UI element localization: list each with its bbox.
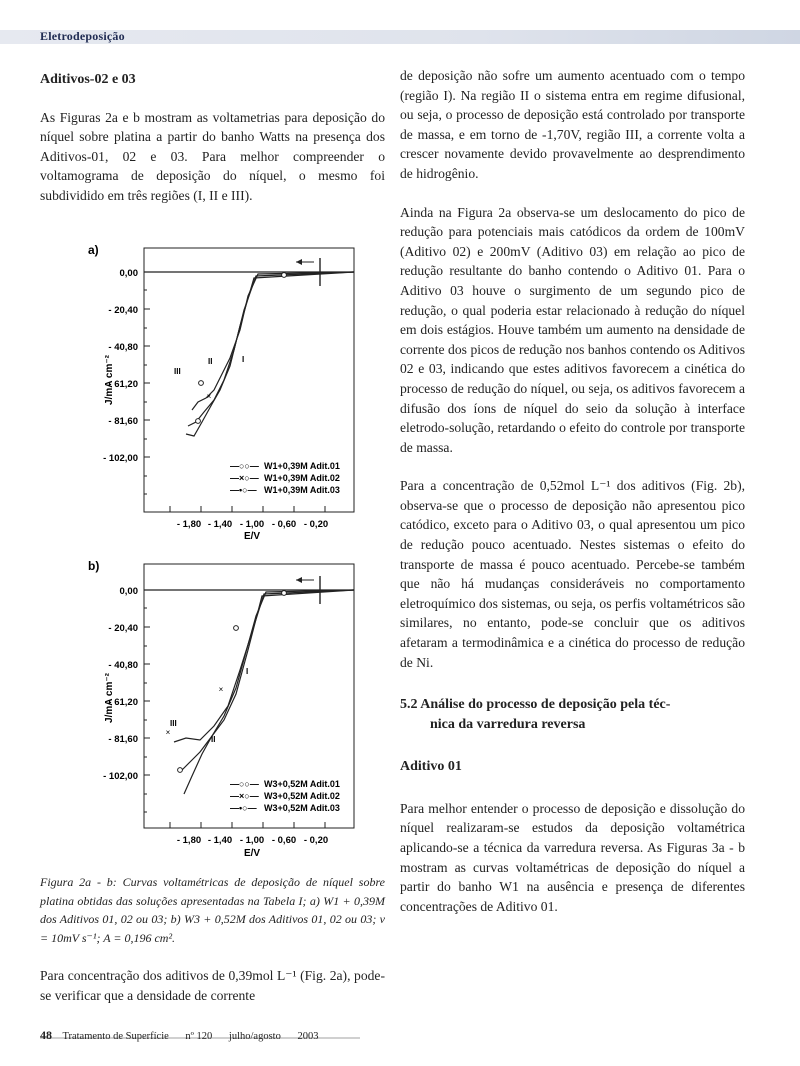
scan-arrow-head-a — [296, 259, 302, 265]
figure-2b-svg — [88, 556, 358, 866]
marker-circle — [234, 626, 239, 631]
ytick-label: - 81,60 — [108, 416, 138, 427]
figure-2a-svg — [88, 240, 358, 540]
ytick-label: - 20,40 — [108, 305, 138, 316]
xtick-label: - 1,80 — [176, 835, 202, 846]
region-label-II: II — [208, 357, 213, 366]
xtick-marks-b — [170, 822, 325, 828]
heading-aditivos: Aditivos-02 e 03 — [40, 72, 136, 87]
legend-a — [230, 461, 340, 495]
legend-glyph: —×○— — [230, 791, 259, 801]
legend-glyph: —×○— — [230, 473, 259, 483]
left-column — [40, 70, 385, 206]
figure-2b — [88, 556, 358, 871]
legend-item-adit01: W3+0,52M Adit.01 — [264, 779, 340, 789]
x-axis-label-a: E/V — [243, 531, 261, 540]
panel-label-b: b) — [88, 559, 100, 573]
ytick-label: - 40,80 — [108, 660, 138, 671]
issue-year: 2003 — [297, 1031, 319, 1042]
legend-item-adit02: W1+0,39M Adit.02 — [264, 473, 340, 483]
ytick-label: - 81,60 — [108, 734, 138, 745]
legend-item-adit02: W3+0,52M Adit.02 — [264, 791, 340, 801]
ytick-label: - 61,20 — [108, 697, 138, 708]
curve-b-adit03 — [184, 590, 354, 794]
xtick-marks-a — [170, 506, 325, 512]
curve-b-adit02 — [174, 590, 354, 742]
section-title-line2: nica da varredura reversa — [430, 717, 586, 733]
section-number: 5.2 — [400, 697, 418, 713]
xtick-label: - 1,40 — [207, 835, 233, 846]
xtick-label: - 1,80 — [176, 519, 202, 530]
legend-b — [230, 779, 340, 813]
ytick-label: - 20,40 — [108, 623, 138, 634]
xtick-label: - 0,20 — [303, 835, 329, 846]
legend-item-adit03: W1+0,39M Adit.03 — [264, 485, 340, 495]
right-paragraph-2: Ainda na Figura 2a observa-se um deslocamento do pico de redução para potenciais mais catódicos da ordem de 100mV (Aditivo 02) e 200mV (Aditivo 03) em relação ao pico de redução resultante do banho contendo o Aditivo 01. Para o Aditivo 03 houve o surgimento de um segundo pico de redução, o qual poderia estar relacionado à redução do níquel em dois estágios. Houve também um aumento na densidade de corrente dos picos de redução nos banhos contendo os Aditivos 02 e 03, indicando que estes aditivos favorecem a cinética do processo de redução do níquel, ou seja, os aditivos favorecem a difusão dos íons de níquel do seio da solução à interface eletrodo-solução, retardando o efeito do controle por transporte de massa. — [400, 204, 746, 455]
left-paragraph-1: As Figuras 2a e b mostram as voltametrias para deposição do níquel sobre platina a partir do banho Watts na presença dos Aditivos-01, 02 e 03. Para melhor compreender o voltamograma de deposição do níquel, o mesmo foi subdividido em três regiões (I, II e III). — [40, 109, 385, 203]
left-column-bottom — [40, 966, 385, 1005]
legend-glyph: —•○— — [230, 803, 257, 813]
legend-item-adit03: W3+0,52M Adit.03 — [264, 803, 340, 813]
issue-months: julho/agosto — [228, 1031, 281, 1042]
x-axis-label-b: E/V — [243, 848, 261, 859]
marker-circle — [282, 591, 287, 596]
right-paragraph-1: de deposição não sofre um aumento acentuado com o tempo (região I). Na região II o sistema entra em regime difusional, ou seja, o processo de deposição está controlado por transporte de massa, e em torno de -1,70V, região III, a corrente volta a crescer novamente devido provavelmente ao desprendimento de hidrogênio. — [400, 68, 745, 181]
scan-arrow-head-b — [296, 577, 302, 583]
curve-a-adit01 — [192, 272, 354, 410]
xtick-label: - 0,60 — [271, 519, 297, 530]
xtick-label: - 0,20 — [303, 519, 329, 530]
region-label-III: III — [170, 719, 177, 728]
xtick-label: - 1,00 — [239, 835, 265, 846]
left-paragraph-2: Para concentração dos aditivos de 0,39mol L⁻¹ (Fig. 2a), pode-se verificar que a densidade de corrente — [40, 968, 385, 1003]
legend-glyph: —○○— — [230, 779, 259, 789]
ytick-label: 0,00 — [119, 268, 138, 279]
marker-x: × — [218, 685, 224, 694]
curve-a-adit03 — [186, 272, 354, 436]
marker-x: × — [206, 392, 212, 401]
section-heading-5-2 — [400, 695, 745, 735]
figure-caption: Figura 2a - b: Curvas voltamétricas de deposição de níquel sobre platina obtidas das soluções apresentadas na Tabela I; a) W1 + 0,39M dos Aditivos 01, 02 ou 03; b) W3 + 0,52M dos Aditivos 01, 02 ou 03; v = 10mV s⁻¹; A = 0,196 cm². — [40, 875, 385, 945]
ytick-label: - 40,80 — [108, 342, 138, 353]
right-column — [400, 66, 745, 916]
region-label-I: I — [242, 355, 245, 364]
region-label-III: III — [174, 367, 181, 376]
marker-circle — [199, 381, 204, 386]
ytick-label: - 102,00 — [103, 771, 138, 782]
ytick-label: - 61,20 — [108, 379, 138, 390]
legend-glyph: —○○— — [230, 461, 259, 471]
section-title-line1: Análise do processo de deposição pela téc- — [420, 697, 671, 713]
issue-number: nº 120 — [185, 1031, 213, 1042]
subheading-aditivo-01: Aditivo 01 — [400, 759, 462, 775]
right-paragraph-4: Para melhor entender o processo de deposição e dissolução do níquel realizaram-se estudos da deposição voltamétrica aplicando-se a técnica da varredura reversa. As Figuras 3a - b mostram as curvas voltamétricas de deposição do níquel a partir do banho W1 na ausência e presença de diferentes concentrações de Aditivo 01. — [400, 800, 745, 914]
xtick-label: - 0,60 — [271, 835, 297, 846]
xtick-label: - 1,00 — [239, 519, 265, 530]
panel-label-a: a) — [88, 243, 99, 257]
journal-name: Tratamento de Superfície — [62, 1031, 169, 1042]
page-footer — [40, 1028, 332, 1043]
marker-x: × — [165, 728, 171, 737]
region-label-II: II — [211, 735, 216, 744]
figure-2a — [88, 240, 358, 545]
ytick-label: 0,00 — [119, 586, 138, 597]
region-label-I: I — [246, 667, 249, 676]
marker-circle — [282, 273, 287, 278]
marker-circle — [178, 768, 183, 773]
page-number: 48 — [40, 1028, 52, 1042]
section-header: Eletrodeposição — [40, 29, 125, 43]
marker-circle — [196, 419, 201, 424]
y-axis-label-a: J/mA cm⁻² — [104, 355, 115, 405]
y-axis-label-b: J/mA cm⁻² — [104, 673, 115, 723]
xtick-label: - 1,40 — [207, 519, 233, 530]
ytick-label: - 102,00 — [103, 453, 138, 464]
right-paragraph-3: Para a concentração de 0,52mol L⁻¹ dos aditivos (Fig. 2b), observa-se que o processo de deposição não apresentou pico catódico, exceto para o Aditivo 03, o qual apresentou um pico de redução pouco acentuado. Nestes sistemas o efeito do transporte de massa é pouco acentuado. Percebe-se também que não há mudanças consideráveis no comportamento eletroquímico dos sistemas, ou seja, os perfis voltamétricos são similares, no entanto, pode-se concluir que os aditivos afetaram a termodinâmica e a cinética do processo de redução de Ni. — [400, 478, 745, 670]
legend-item-adit01: W1+0,39M Adit.01 — [264, 461, 340, 471]
legend-glyph: —•○— — [230, 485, 257, 495]
